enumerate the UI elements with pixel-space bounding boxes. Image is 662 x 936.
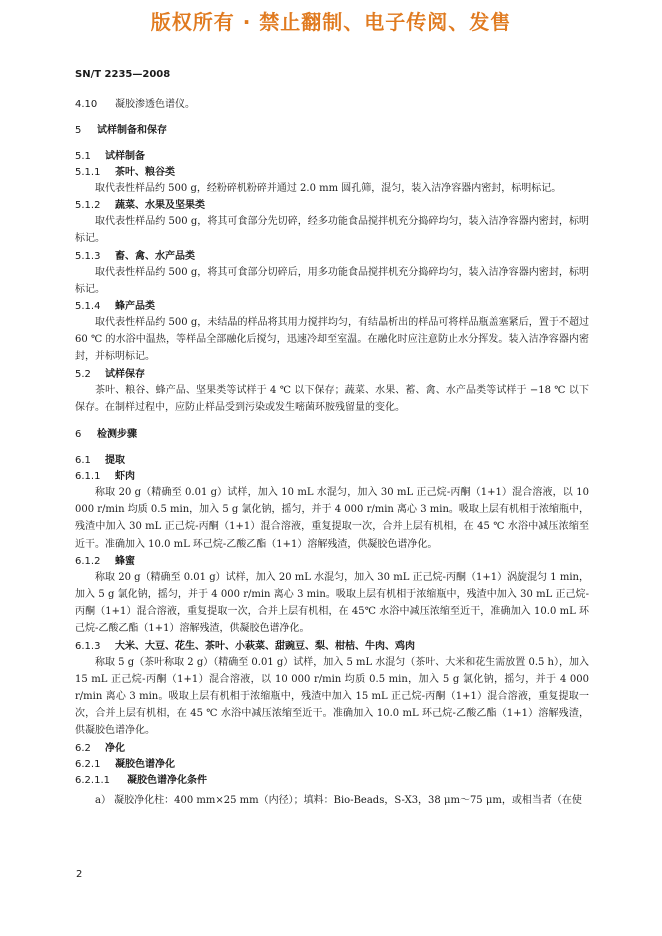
section-title: 凝胶色谱净化: [115, 758, 175, 770]
paragraph-5-1-3: 取代表性样品约 500 g，将其可食部分切碎后，用多功能食品搅拌机充分捣碎均匀，装入洁净容器内密封，标明标记。: [75, 266, 589, 295]
list-item-text: 凝胶净化柱：400 mm×25 mm（内径）；填料：Bio-Beads，S-X3，38 μm～75 μm，或相当者（在使: [114, 794, 582, 806]
paragraph-6-1-3: 称取 5 g（茶叶称取 2 g）（精确至 0.01 g）试样，加入 5 mL 水混匀（茶叶、大米和花生需放置 0.5 h），加入 15 mL 正己烷-丙酮（1+1）混合溶液，以 10 000 r/min 均质 0.5 min，加入 5 g 氯化钠，摇匀，并于 4 000 r/min 离心 3 min。吸取上层有机相于浓缩瓶中，残渣中加入 15 mL 正己烷-丙酮（1+1）混合溶液，重复提取一次，合并上层有机相，在 45 ℃ 水浴中减压浓缩至近干。准确加入 10.0 mL 环己烷-乙酸乙酯（1+1）溶解残渣，供凝胶色谱净化。: [75, 656, 589, 737]
section-heading-5-1-2: [75, 199, 589, 213]
section-title: 提取: [105, 455, 125, 467]
section-heading-5: [75, 124, 589, 138]
section-title: 蜂蜜: [115, 555, 135, 567]
section-number: 5.1.2: [75, 200, 101, 212]
section-number: 6.1: [75, 455, 91, 467]
section-heading-6-2-1: [75, 758, 589, 772]
paragraph-5-2: 茶叶、粮谷、蜂产品、坚果类等试样于 4 ℃ 以下保存；蔬菜、水果、蓄、禽、水产品类等试样于 −18 ℃ 以下保存。在制样过程中，应防止样品受到污染或发生嘧菌环胺残留量的变化。: [75, 384, 589, 413]
section-title: 试样制备: [105, 151, 145, 162]
section-number: 6.1.1: [75, 471, 101, 483]
section-title: 试样保存: [105, 368, 145, 380]
section-number: 5.1.3: [75, 250, 101, 262]
section-title: 蜂产品类: [115, 301, 155, 313]
section-title: 试样制备和保存: [97, 125, 167, 136]
section-heading-5-1-3: [75, 250, 589, 264]
section-title: 虾肉: [115, 471, 135, 483]
section-number: 5.1: [75, 151, 91, 162]
section-number: 6.1.3: [75, 640, 101, 652]
page-number: 2: [76, 869, 83, 880]
document-body: [75, 98, 589, 809]
section-heading-6-1-2: [75, 555, 589, 569]
paragraph-5-1-1: 取代表性样品约 500 g，经粉碎机粉碎并通过 2.0 mm 圆孔筛，混匀，装入洁净容器内密封，标明标记。: [95, 183, 562, 194]
section-title: 畜、禽、水产品类: [115, 250, 195, 262]
section-title: 茶叶、粮谷类: [115, 167, 175, 178]
section-heading-6-2: [75, 742, 589, 756]
section-heading-6-2-1-1: [75, 774, 589, 788]
section-number: 6.2.1: [75, 758, 101, 770]
standard-number: SN/T 2235—2008: [75, 69, 171, 80]
section-heading-5-1-4: [75, 300, 589, 314]
section-number: 5.1.4: [75, 301, 101, 313]
section-heading-6: [75, 428, 589, 442]
item-number: 4.10: [75, 99, 98, 110]
copyright-watermark: 版权所有 · 禁止翻制、电子传阅、发售: [150, 10, 512, 34]
section-number: 5: [75, 125, 82, 136]
paragraph-6-1-2: 称取 20 g（精确至 0.01 g）试样，加入 20 mL 水混匀，加入 30 mL 正己烷-丙酮（1+1）涡旋混匀 1 min，加入 5 g 氯化钠，摇匀，并于 4 000 r/min 离心 3 min。吸取上层有机相于浓缩瓶中，残渣中加入 30 mL 正己烷-丙酮（1+1）混合溶液，重复提取一次，合并上层有机相，在 45℃ 水浴中减压浓缩至近干，准确加入 10.0 mL 环己烷-乙酸乙酯（1+1）溶解残渣，供凝胶色谱净化。: [75, 571, 589, 635]
section-number: 6.1.2: [75, 555, 101, 567]
section-heading-6-1-3: [75, 640, 589, 654]
list-item-a: [75, 792, 589, 809]
section-title: 净化: [105, 742, 125, 754]
paragraph-6-1-1: 称取 20 g（精确至 0.01 g）试样，加入 10 mL 水混匀，加入 30 mL 正己烷-丙酮（1+1）混合溶液，以 10 000 r/min 均质 0.5 min，加入 5 g 氯化钠，摇匀，并于 4 000 r/min 离心 3 min。吸取上层有机相于浓缩瓶中，残渣中加入 30 mL 正己烷-丙酮（1+1）混合溶液，重复提取一次，合并上层有机相，在 45 ℃ 水浴中减压浓缩至近干。准确加入 10.0 mL 环己烷-乙酸乙酯（1+1）溶解残渣，供凝胶色谱净化。: [75, 487, 589, 550]
section-number: 6.2: [75, 742, 91, 754]
paragraph-5-1-4: 取代表性样品约 500 g，未结晶的样品将其用力搅拌均匀，有结晶析出的样品可将样品瓶盖塞紧后，置于不超过 60 ℃ 的水浴中温热，等样品全部融化后搅匀，迅速冷却至室温。在融化时应注意防止水分挥发。装入洁净容器内密封，并标明标记。: [75, 317, 589, 363]
item-text: 凝胶渗透色谱仪。: [115, 99, 195, 110]
section-title: 蔬菜、水果及坚果类: [115, 200, 205, 212]
section-title: 凝胶色谱净化条件: [127, 774, 207, 786]
list-item-label: a）: [95, 794, 111, 806]
section-heading-5-1: [75, 150, 589, 164]
section-heading-5-1-1: [75, 166, 589, 180]
section-number: 5.1.1: [75, 167, 101, 178]
section-heading-6-1-1: [75, 470, 589, 484]
section-title: 检测步骤: [97, 429, 137, 441]
section-number: 5.2: [75, 368, 91, 380]
section-title: 大米、大豆、花生、茶叶、小萩菜、甜豌豆、梨、柑桔、牛肉、鸡肉: [115, 640, 415, 652]
section-heading-6-1: [75, 454, 589, 468]
section-number: 6: [75, 429, 82, 441]
section-number: 6.2.1.1: [75, 774, 110, 786]
section-heading-5-2: [75, 368, 589, 382]
paragraph-5-1-2: 取代表性样品约 500 g，将其可食部分先切碎，经多功能食品搅拌机充分捣碎均匀，装入洁净容器内密封，标明标记。: [75, 216, 589, 245]
item-4-10: [75, 98, 589, 112]
